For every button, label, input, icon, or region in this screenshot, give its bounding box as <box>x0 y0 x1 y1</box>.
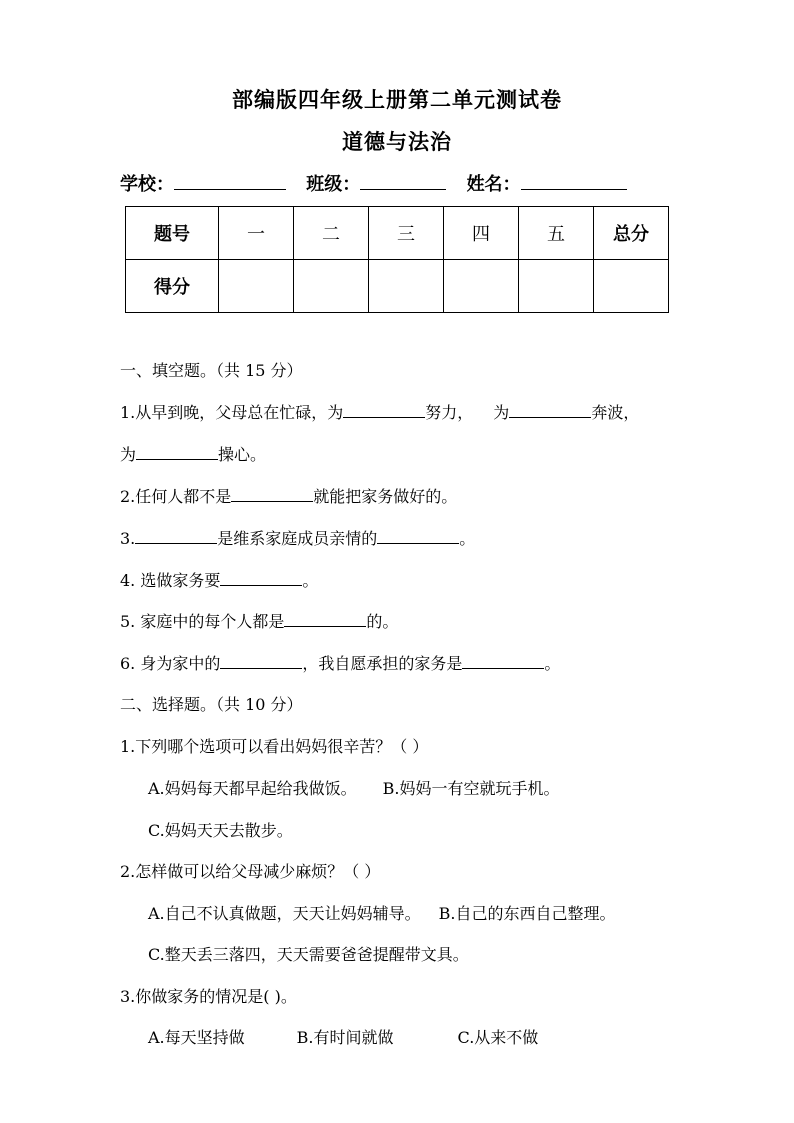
fill-question-5 <box>120 609 398 632</box>
header-cell-2: 二 <box>294 207 369 260</box>
fill-question-1-cont <box>120 442 266 465</box>
score-cell <box>369 260 444 313</box>
choice-question-3-stem: 3.你做家务的情况是( )。 <box>120 987 297 1006</box>
option-b: B.妈妈一有空就玩手机。 <box>382 779 560 798</box>
header-cell-5: 五 <box>519 207 594 260</box>
q1-text-d: 奔波， <box>591 403 640 422</box>
score-table-score-row <box>126 260 669 313</box>
score-cell <box>219 260 294 313</box>
class-label: 班级： <box>306 174 361 195</box>
q5-text-a: 5. 家庭中的每个人都是 <box>120 612 285 631</box>
section2-heading: 二、选择题。（共 10 分） <box>120 695 303 714</box>
header-cell-3: 三 <box>369 207 444 260</box>
option-b: B.有时间就做 <box>296 1028 394 1047</box>
q1-text-a: 1.从早到晚，父母总在忙碌，为 <box>120 403 344 422</box>
option-a: A.每天坚持做 <box>148 1028 245 1047</box>
q5-text-b: 的。 <box>366 612 399 631</box>
score-row-label: 得分 <box>126 260 219 313</box>
q3-text-c: 。 <box>459 529 476 548</box>
q4-text-b: 。 <box>302 571 319 590</box>
option-a: A.妈妈每天都早起给我做饭。 <box>148 779 357 798</box>
option-a: A.自己不认真做题，天天让妈妈辅导。 <box>148 904 421 923</box>
q3-text-b: 是维系家庭成员亲情的 <box>217 529 378 548</box>
q1-text-f: 操心。 <box>218 445 267 464</box>
choice-question-3-options <box>148 1025 538 1048</box>
answer-blank <box>136 443 218 460</box>
q3-text-a: 3. <box>120 529 136 548</box>
score-table-header-row <box>126 207 669 260</box>
exam-subtitle: 道德与法治 <box>342 129 452 154</box>
exam-title: 部编版四年级上册第二单元测试卷 <box>232 87 562 112</box>
fill-question-6 <box>120 651 560 674</box>
header-cell-total: 总分 <box>594 207 669 260</box>
fill-question-3 <box>120 526 475 549</box>
q1-text-b: 努力， <box>425 403 474 422</box>
name-label: 姓名： <box>466 174 521 195</box>
fill-question-1 <box>120 400 639 423</box>
header-cell-question-no: 题号 <box>126 207 219 260</box>
q6-text-b: ，我自愿承担的家务是 <box>302 654 463 673</box>
option-c: C.从来不做 <box>457 1028 539 1047</box>
choice-question-2-options <box>148 901 616 924</box>
answer-blank <box>135 527 217 544</box>
score-cell <box>594 260 669 313</box>
class-blank <box>360 171 446 190</box>
name-blank <box>521 171 627 190</box>
section1-heading: 一、填空题。（共 15 分） <box>120 361 303 380</box>
q1-text-c: 为 <box>493 403 510 422</box>
option-c: C.妈妈天天去散步。 <box>148 821 293 840</box>
answer-blank <box>377 527 459 544</box>
answer-blank <box>220 652 302 669</box>
student-info-row <box>120 170 641 196</box>
header-cell-1: 一 <box>219 207 294 260</box>
answer-blank <box>284 610 366 627</box>
option-c: C.整天丢三落四，天天需要爸爸提醒带文具。 <box>148 945 469 964</box>
header-cell-4: 四 <box>444 207 519 260</box>
answer-blank <box>462 652 544 669</box>
school-blank <box>174 171 286 190</box>
score-cell <box>294 260 369 313</box>
q2-text-b: 就能把家务做好的。 <box>313 487 458 506</box>
q4-text-a: 4. 选做家务要 <box>120 571 221 590</box>
q1-text-e: 为 <box>120 445 137 464</box>
school-label: 学校： <box>120 174 174 195</box>
answer-blank <box>231 485 313 502</box>
choice-question-1-options <box>148 776 560 799</box>
score-cell <box>519 260 594 313</box>
answer-blank <box>343 401 425 418</box>
fill-question-2 <box>120 484 457 507</box>
choice-question-2-stem: 2.怎样做可以给父母减少麻烦？（ ） <box>120 862 381 881</box>
score-cell <box>444 260 519 313</box>
score-table <box>125 206 669 313</box>
q6-text-a: 6. 身为家中的 <box>120 654 221 673</box>
answer-blank <box>220 569 302 586</box>
q2-text-a: 2.任何人都不是 <box>120 487 232 506</box>
choice-question-1-stem: 1.下列哪个选项可以看出妈妈很辛苦？（ ） <box>120 737 429 756</box>
q6-text-c: 。 <box>544 654 561 673</box>
fill-question-4 <box>120 568 318 591</box>
option-b: B.自己的东西自己整理。 <box>438 904 616 923</box>
answer-blank <box>509 401 591 418</box>
